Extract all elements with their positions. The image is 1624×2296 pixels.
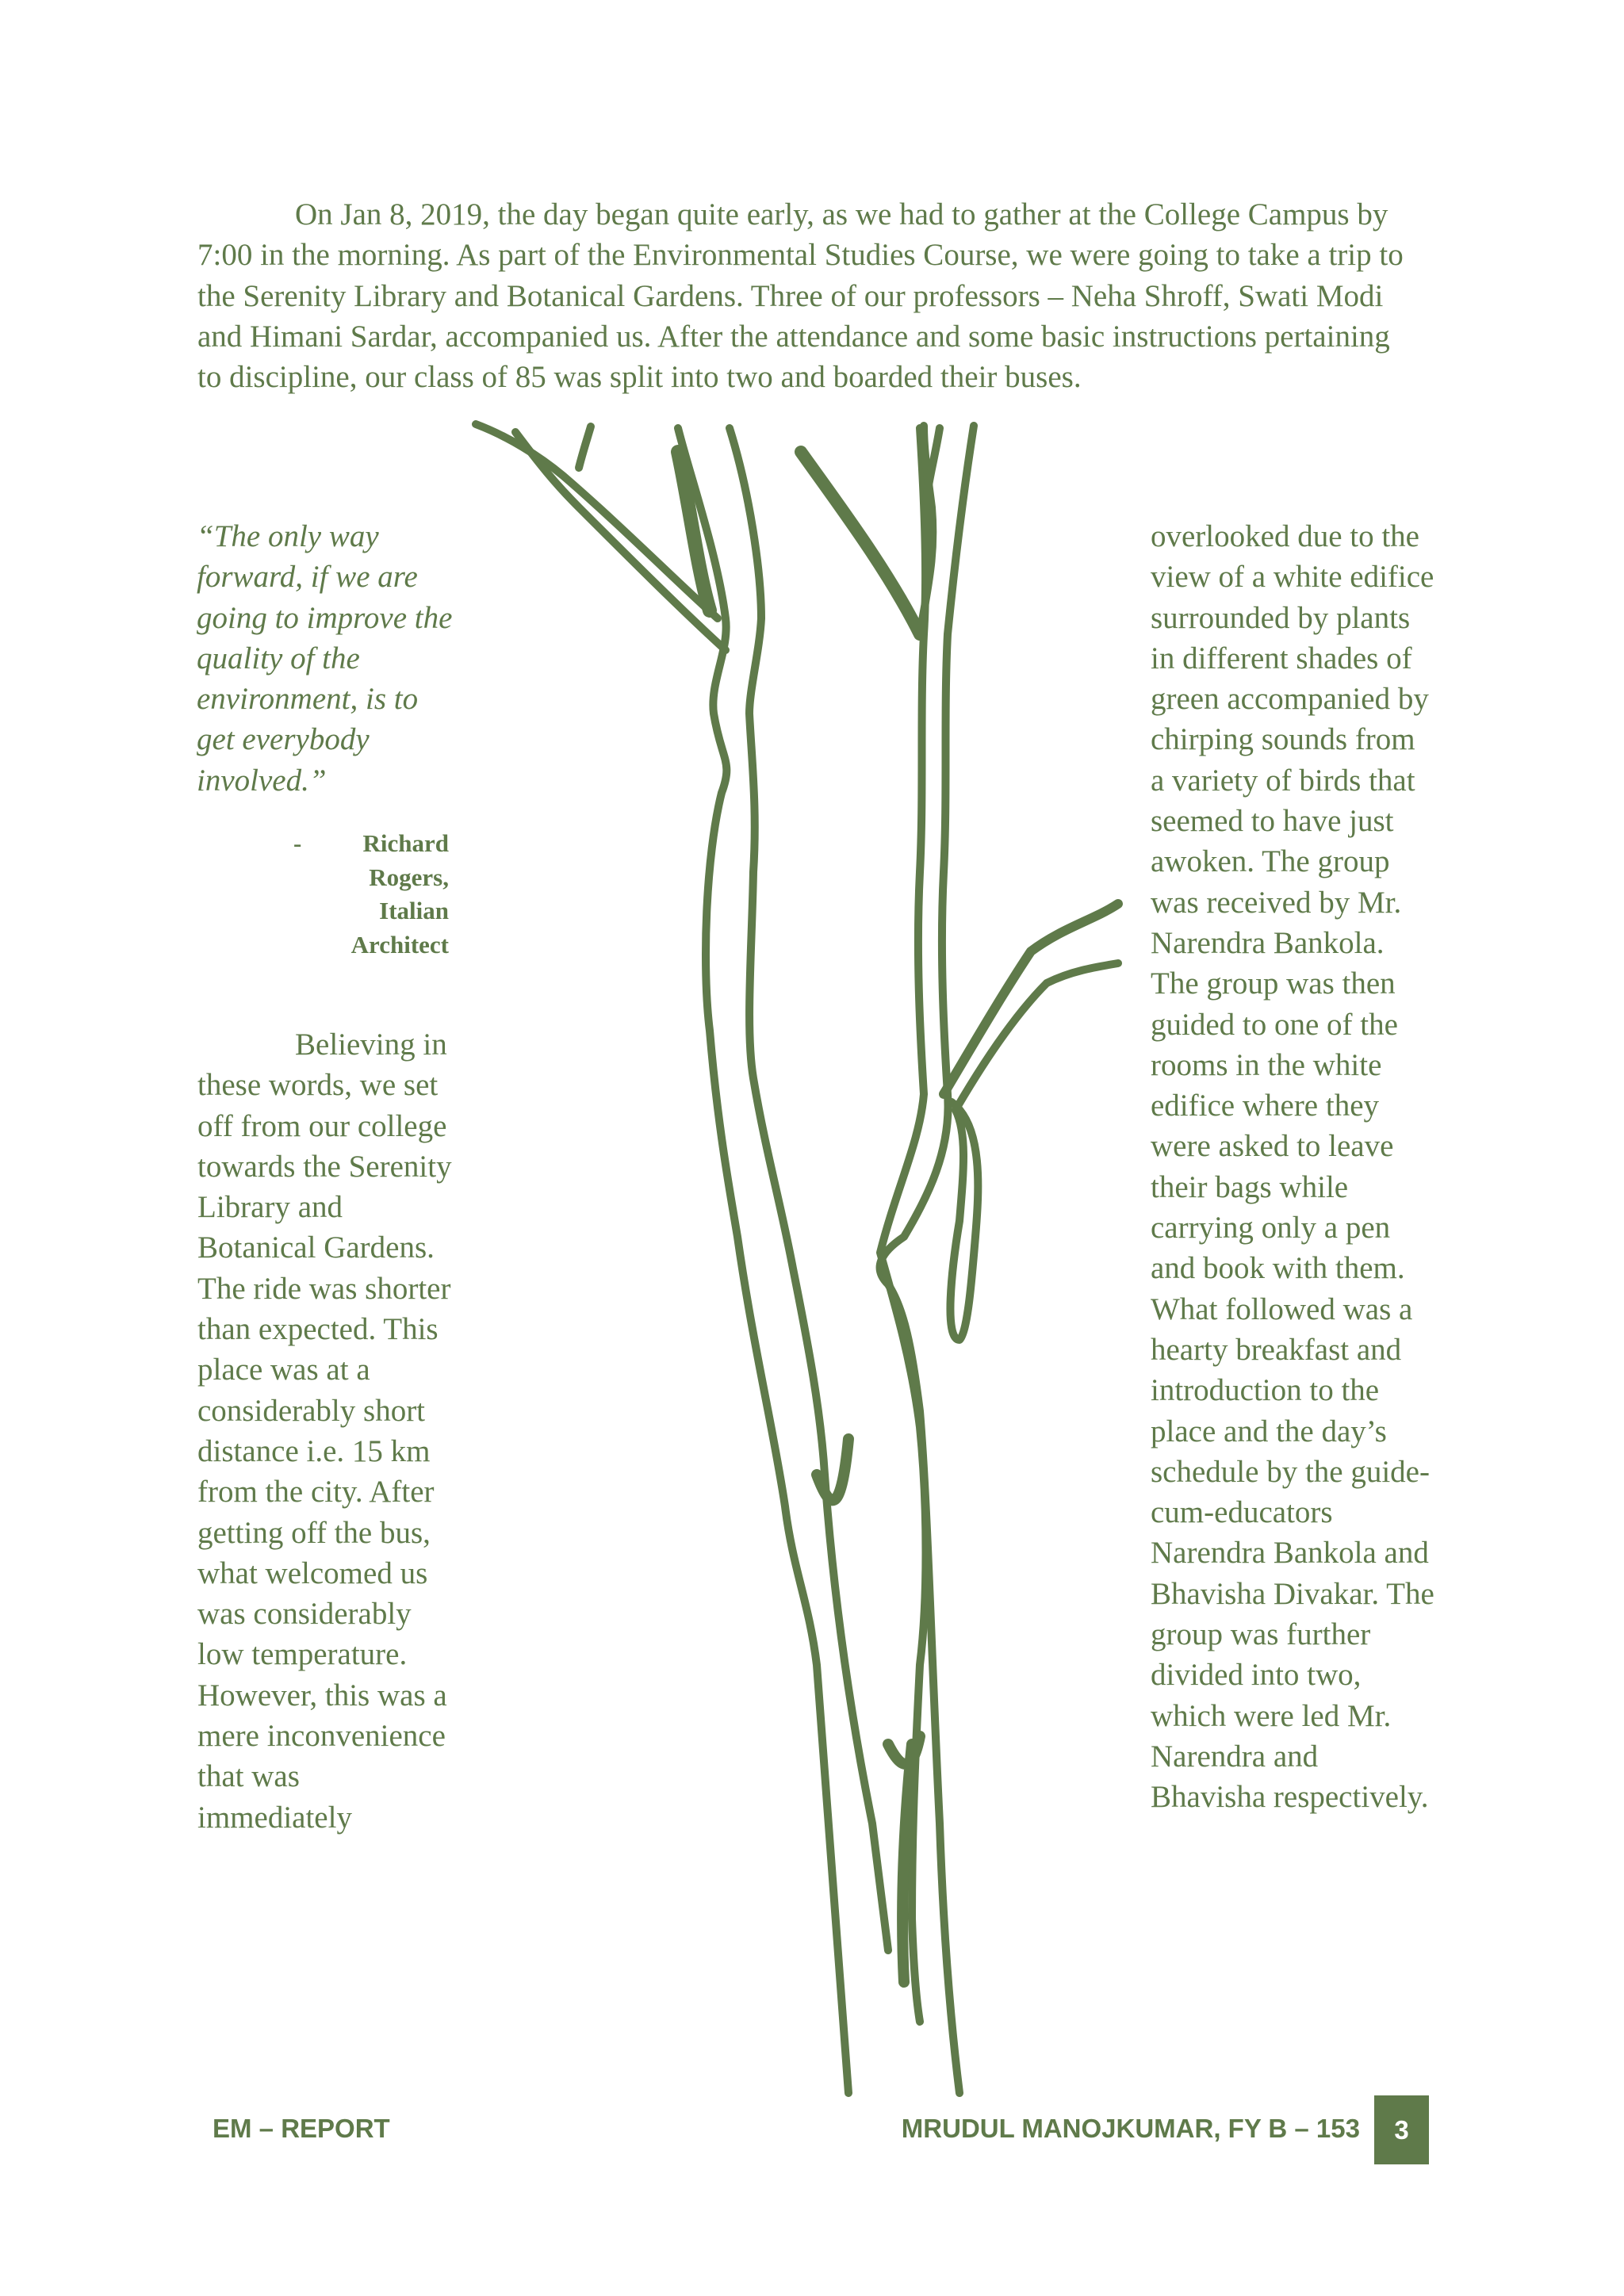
- quote-text: “The only way forward, if we are going to improve the quality of the environment, is to get everybody involved.”: [197, 519, 453, 798]
- attribution-dash: -: [293, 829, 302, 857]
- attribution-author: Richard Rogers, Italian Architect: [350, 829, 449, 959]
- left-column-text: Believing in these words, we set off from our college towards the Serenity Library and Botanical Gardens. The ride was shorter than expected. This place was at a considerably short distance i.e. 15 km from the city. After getting off the bus, what welcomed us was considerably low temperature. However, this was a mere inconvenience that was immediately: [197, 1027, 452, 1835]
- page-number-badge: 3: [1374, 2095, 1429, 2164]
- right-column-text: overlooked due to the view of a white edifice surrounded by plants in different shades of green accompanied by chirping sounds from a variety of birds that seemed to have just awoken. The group was received by Mr. Narendra Bankola. The group was then guided to one of the rooms in the white edifice where they were asked to leave their bags while carrying only a pen and book with them. What followed was a hearty breakfast and introduction to the place and the day’s schedule by the guide-cum-educators Narendra Bankola and Bhavisha Divakar. The group was further divided into two, which were led Mr. Narendra and Bhavisha respectively.: [1151, 519, 1434, 1815]
- quote-attribution: [293, 827, 449, 962]
- footer-author: MRUDUL MANOJKUMAR, FY B – 153: [901, 2114, 1360, 2143]
- footer-title: EM – REPORT: [213, 2114, 390, 2143]
- intro-paragraph: On Jan 8, 2019, the day began quite early, as we had to gather at the College Campus by 7:00 in the morning. As part of the Environmental Studies Course, we were going to take a trip to the Serenity Library and Botanical Gardens. Three of our professors – Neha Shroff, Swati Modi and Himani Sardar, accompanied us. After the attendance and some basic instructions pertaining to discipline, our class of 85 was split into two and boarded their buses.: [197, 197, 1404, 395]
